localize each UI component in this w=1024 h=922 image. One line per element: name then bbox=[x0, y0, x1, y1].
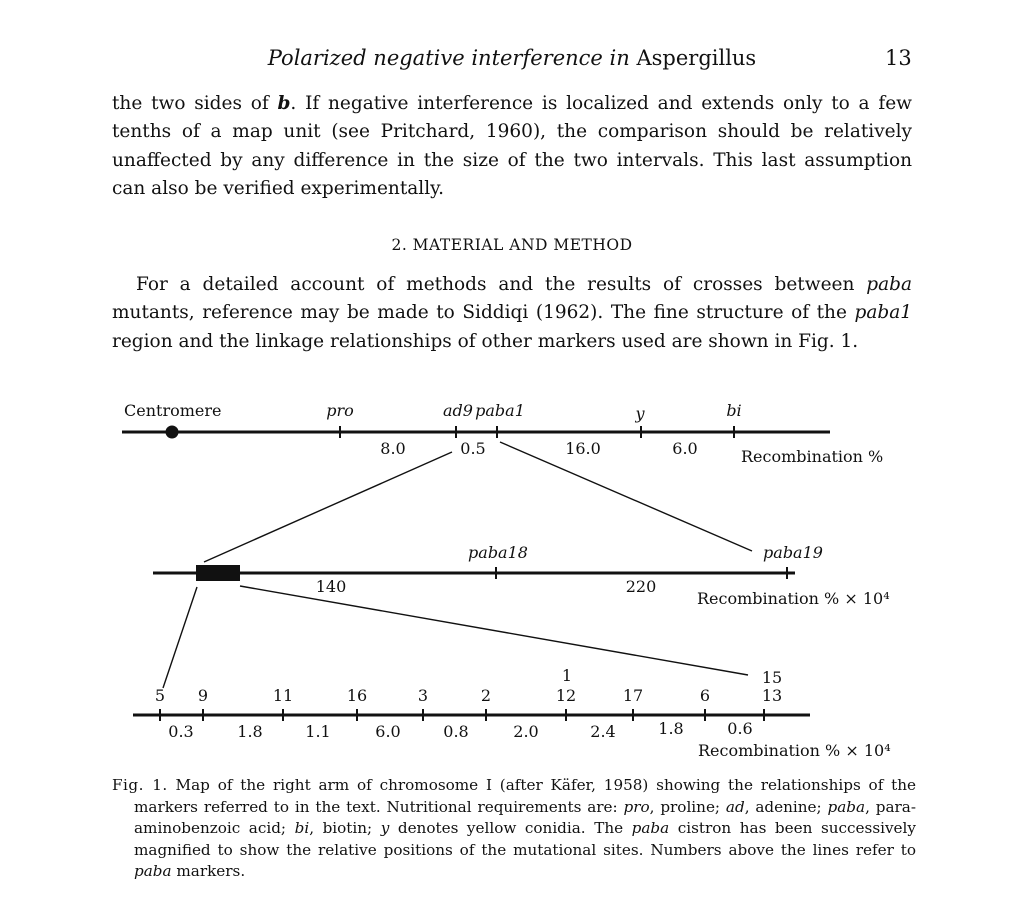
caption-italic-y: y bbox=[380, 819, 390, 837]
bottom-interval-1: 0.3 bbox=[168, 722, 194, 741]
caption-italic-bi: bi bbox=[294, 819, 310, 837]
middle-interval-1: 140 bbox=[315, 577, 347, 596]
caption-text-5: , biotin; bbox=[309, 819, 381, 837]
para1-text-1: the two sides of bbox=[112, 93, 278, 114]
site-13: 13 bbox=[761, 686, 783, 705]
site-2: 2 bbox=[480, 686, 492, 705]
section-heading: 2. MATERIAL AND METHOD bbox=[391, 236, 633, 254]
centromere-label: Centromere bbox=[124, 401, 222, 420]
zoom-line-left-2 bbox=[163, 587, 197, 688]
bottom-interval-4: 6.0 bbox=[375, 722, 401, 741]
caption-italic-paba: paba bbox=[827, 797, 866, 816]
site-12: 12 bbox=[555, 686, 577, 705]
marker-paba1: paba1 bbox=[475, 401, 525, 420]
para1-marker-b: b bbox=[277, 93, 291, 114]
caption-italic-paba-2: paba bbox=[631, 819, 670, 837]
caption-text-4: , para-aminobenzoic acid; bbox=[134, 797, 916, 837]
zoom-line-left-1 bbox=[204, 452, 452, 562]
figure-caption bbox=[112, 775, 916, 883]
site-17: 17 bbox=[622, 686, 644, 705]
caption-text-3: , adenine; bbox=[744, 797, 828, 816]
marker-ad9: ad9 bbox=[443, 401, 473, 420]
bottom-interval-9: 0.6 bbox=[727, 719, 753, 738]
running-title-genus: Aspergillus bbox=[636, 46, 757, 70]
top-interval-2: 0.5 bbox=[460, 439, 486, 458]
top-unit-label: Recombination % bbox=[741, 447, 884, 466]
zoom-line-right-1 bbox=[500, 442, 752, 551]
para2-italic-1: paba bbox=[866, 274, 912, 295]
caption-text-2: , proline; bbox=[649, 797, 726, 816]
caption-italic-paba-3: paba bbox=[134, 862, 172, 880]
para2-text-3: region and the linkage relationships of other markers used are shown in Fig. 1. bbox=[112, 330, 859, 352]
running-title-italic: Polarized negative interference in bbox=[267, 46, 630, 70]
centromere-dot bbox=[166, 426, 179, 439]
top-interval-4: 6.0 bbox=[672, 439, 698, 458]
site-16: 16 bbox=[346, 686, 368, 705]
site-11: 11 bbox=[272, 686, 294, 705]
paba1-block bbox=[196, 565, 240, 581]
top-interval-3: 16.0 bbox=[565, 439, 601, 458]
bottom-interval-2: 1.8 bbox=[237, 722, 263, 741]
page-number: 13 bbox=[885, 46, 912, 70]
para2-text-2: mutants, reference may be made to Siddiqi (1962). The fine structure of the bbox=[112, 302, 855, 324]
zoom-line-right-2 bbox=[240, 586, 748, 675]
site-6: 6 bbox=[699, 686, 711, 705]
site-9: 9 bbox=[197, 686, 209, 705]
caption-text-6: denotes yellow conidia. The bbox=[389, 819, 632, 837]
caption-text-1: Map of the right arm of chromosome I (after Käfer, 1958) showing the relationships of the markers referred to in the text. Nutritional requirements are: bbox=[134, 776, 916, 816]
caption-italic-ad: ad bbox=[725, 797, 745, 816]
marker-y: y bbox=[635, 404, 645, 423]
middle-interval-2: 220 bbox=[625, 577, 657, 596]
site-1: 1 bbox=[561, 666, 573, 685]
bottom-interval-7: 2.4 bbox=[590, 722, 616, 741]
site-5: 5 bbox=[154, 686, 166, 705]
bottom-interval-5: 0.8 bbox=[443, 722, 469, 741]
caption-text-7: cistron has been successively magnified to show the relative positions of the mutational sites. Numbers above the lines refer to bbox=[134, 819, 916, 859]
bottom-interval-6: 2.0 bbox=[513, 722, 539, 741]
bottom-unit-label: Recombination % × 10⁴ bbox=[698, 741, 891, 760]
site-15: 15 bbox=[761, 668, 783, 687]
site-3: 3 bbox=[417, 686, 429, 705]
middle-unit-label: Recombination % × 10⁴ bbox=[697, 589, 890, 608]
caption-label: Fig. 1. bbox=[112, 776, 168, 794]
caption-text-8: markers. bbox=[171, 862, 246, 880]
caption-italic-pro: pro bbox=[623, 797, 650, 816]
para2-text-1: For a detailed account of methods and the results of crosses between bbox=[136, 274, 867, 295]
marker-paba19: paba19 bbox=[763, 543, 823, 562]
para1-text-2: . If negative interference is localized and extends only to a few tenths of a map unit (see Pritchard, 1960), the comparison should be relatively unaffected by any difference in the size of the two intervals. This last assumption can also be verified experimentally. bbox=[112, 93, 912, 199]
marker-pro: pro bbox=[326, 401, 354, 420]
marker-bi: bi bbox=[726, 401, 742, 420]
marker-paba18: paba18 bbox=[468, 543, 528, 562]
bottom-interval-3: 1.1 bbox=[305, 722, 331, 741]
bottom-interval-8: 1.8 bbox=[658, 719, 684, 738]
para2-italic-2: paba1 bbox=[854, 302, 912, 324]
top-interval-1: 8.0 bbox=[380, 439, 406, 458]
